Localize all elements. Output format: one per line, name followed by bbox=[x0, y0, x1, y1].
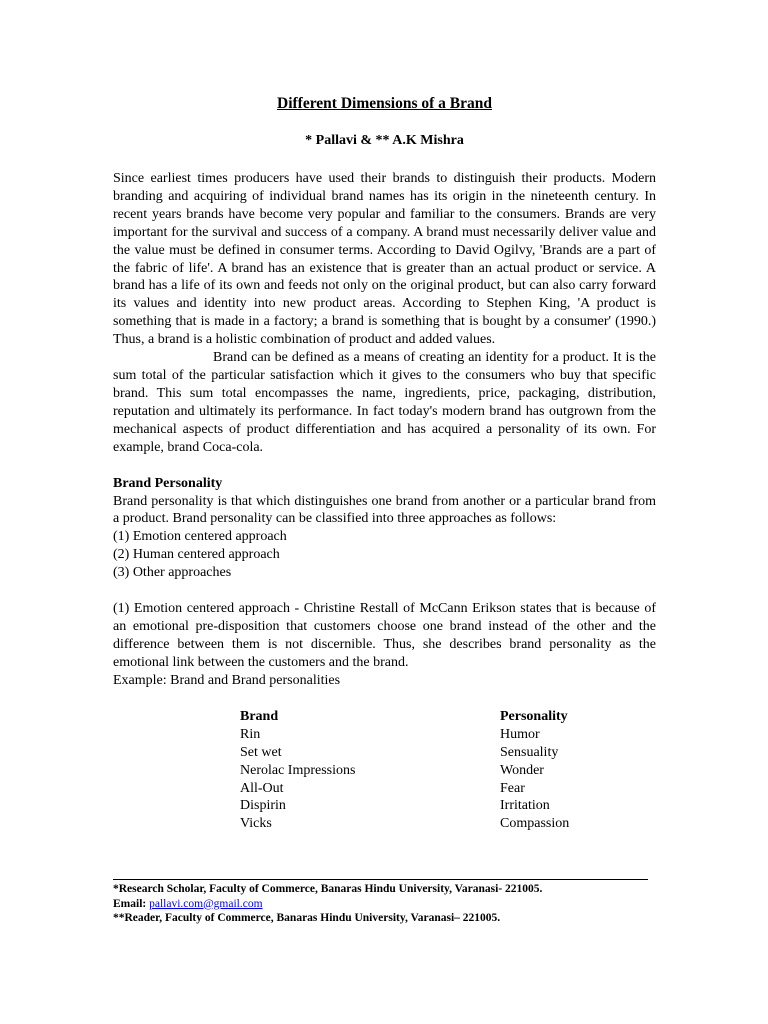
table-cell-personality: Sensuality bbox=[500, 744, 559, 760]
footnote-email bbox=[113, 897, 673, 912]
table-cell-brand: All-Out bbox=[240, 780, 284, 796]
paragraph-brand-definition: Brand can be defined as a means of creating an identity for a product. It is the sum total of the particular satisfaction which it gives to the consumers who buy that specific brand. This sum total encompasses the name, ingredients, price, packaging, distribution, reputation and ultimately its performance. In fact today's modern brand has outgrown from the mechanical aspects of product differentiation and has acquired a personality of its own. For example, brand Coca-cola. bbox=[113, 350, 656, 455]
table-cell-brand: Vicks bbox=[240, 816, 272, 832]
table-cell-brand: Dispirin bbox=[240, 798, 286, 814]
table-header-personality: Personality bbox=[500, 708, 568, 724]
footnotes bbox=[113, 882, 673, 926]
authors: * Pallavi & ** A.K Mishra bbox=[305, 133, 464, 148]
brand-personality-table bbox=[113, 708, 656, 833]
example-line: Example: Brand and Brand personalities bbox=[113, 672, 341, 688]
table-row bbox=[113, 815, 656, 833]
footnote-author-2: **Reader, Faculty of Commerce, Banaras Hindu University, Varanasi– 221005. bbox=[113, 912, 501, 924]
email-link[interactable]: pallavi.com@gmail.com bbox=[149, 897, 263, 910]
table-cell-brand: Nerolac Impressions bbox=[240, 762, 356, 778]
table-cell-personality: Wonder bbox=[500, 762, 544, 778]
page-title: Different Dimensions of a Brand bbox=[277, 95, 492, 112]
footnote-divider bbox=[113, 879, 648, 880]
table-row bbox=[113, 797, 656, 815]
table-cell-brand: Rin bbox=[240, 726, 261, 742]
footnote-author-1: *Research Scholar, Faculty of Commerce, Banaras Hindu University, Varanasi- 221005. bbox=[113, 883, 543, 895]
table-row bbox=[113, 780, 656, 798]
table-cell-personality: Fear bbox=[500, 780, 525, 796]
approach-item: (2) Human centered approach bbox=[113, 547, 280, 563]
table-cell-brand: Set wet bbox=[240, 744, 282, 760]
section-heading-brand-personality: Brand Personality bbox=[113, 475, 223, 491]
table-row bbox=[113, 744, 656, 762]
paragraph-brand-personality: Brand personality is that which distinguishes one brand from another or a particular brand from a product. Brand personality can be classified into three approaches as follows: bbox=[113, 493, 656, 527]
table-header-brand: Brand bbox=[240, 708, 279, 724]
table-row bbox=[113, 726, 656, 744]
table-header-row bbox=[113, 708, 656, 726]
document-body bbox=[113, 94, 656, 833]
paragraph-emotion-approach: (1) Emotion centered approach - Christine Restall of McCann Erikson states that is because of an emotional pre-disposition that customers choose one brand instead of the other and the difference between them is not discernible. Thus, she describes brand personality as the emotional link between the customers and the brand. bbox=[113, 601, 656, 671]
email-label: Email: bbox=[113, 897, 147, 910]
table-cell-personality: Irritation bbox=[500, 798, 550, 814]
approach-item: (1) Emotion centered approach bbox=[113, 529, 287, 545]
approach-item: (3) Other approaches bbox=[113, 565, 232, 581]
table-row bbox=[113, 762, 656, 780]
table-cell-personality: Humor bbox=[500, 726, 540, 742]
paragraph-intro: Since earliest times producers have used their brands to distinguish their products. Modern branding and acquiring of individual brand names has its origin in the nineteenth century. In recent years brands have become very popular and familiar to the consumers. Brands are very important for the survival and success of a company. A brand must necessarily deliver value and the value must be defined in consumer terms. According to David Ogilvy, 'Brands are a part of the fabric of life'. A brand has an existence that is greater than an actual product or service. A brand has a life of its own and feeds not only on the original product, but can also carry forward its values and identity into new product areas. According to Stephen King, 'A product is something that is made in a factory; a brand is something that is bought by a consumer' (1990.) Thus, a brand is a holistic combination of product and added values. bbox=[113, 171, 656, 348]
table-cell-personality: Compassion bbox=[500, 816, 570, 832]
